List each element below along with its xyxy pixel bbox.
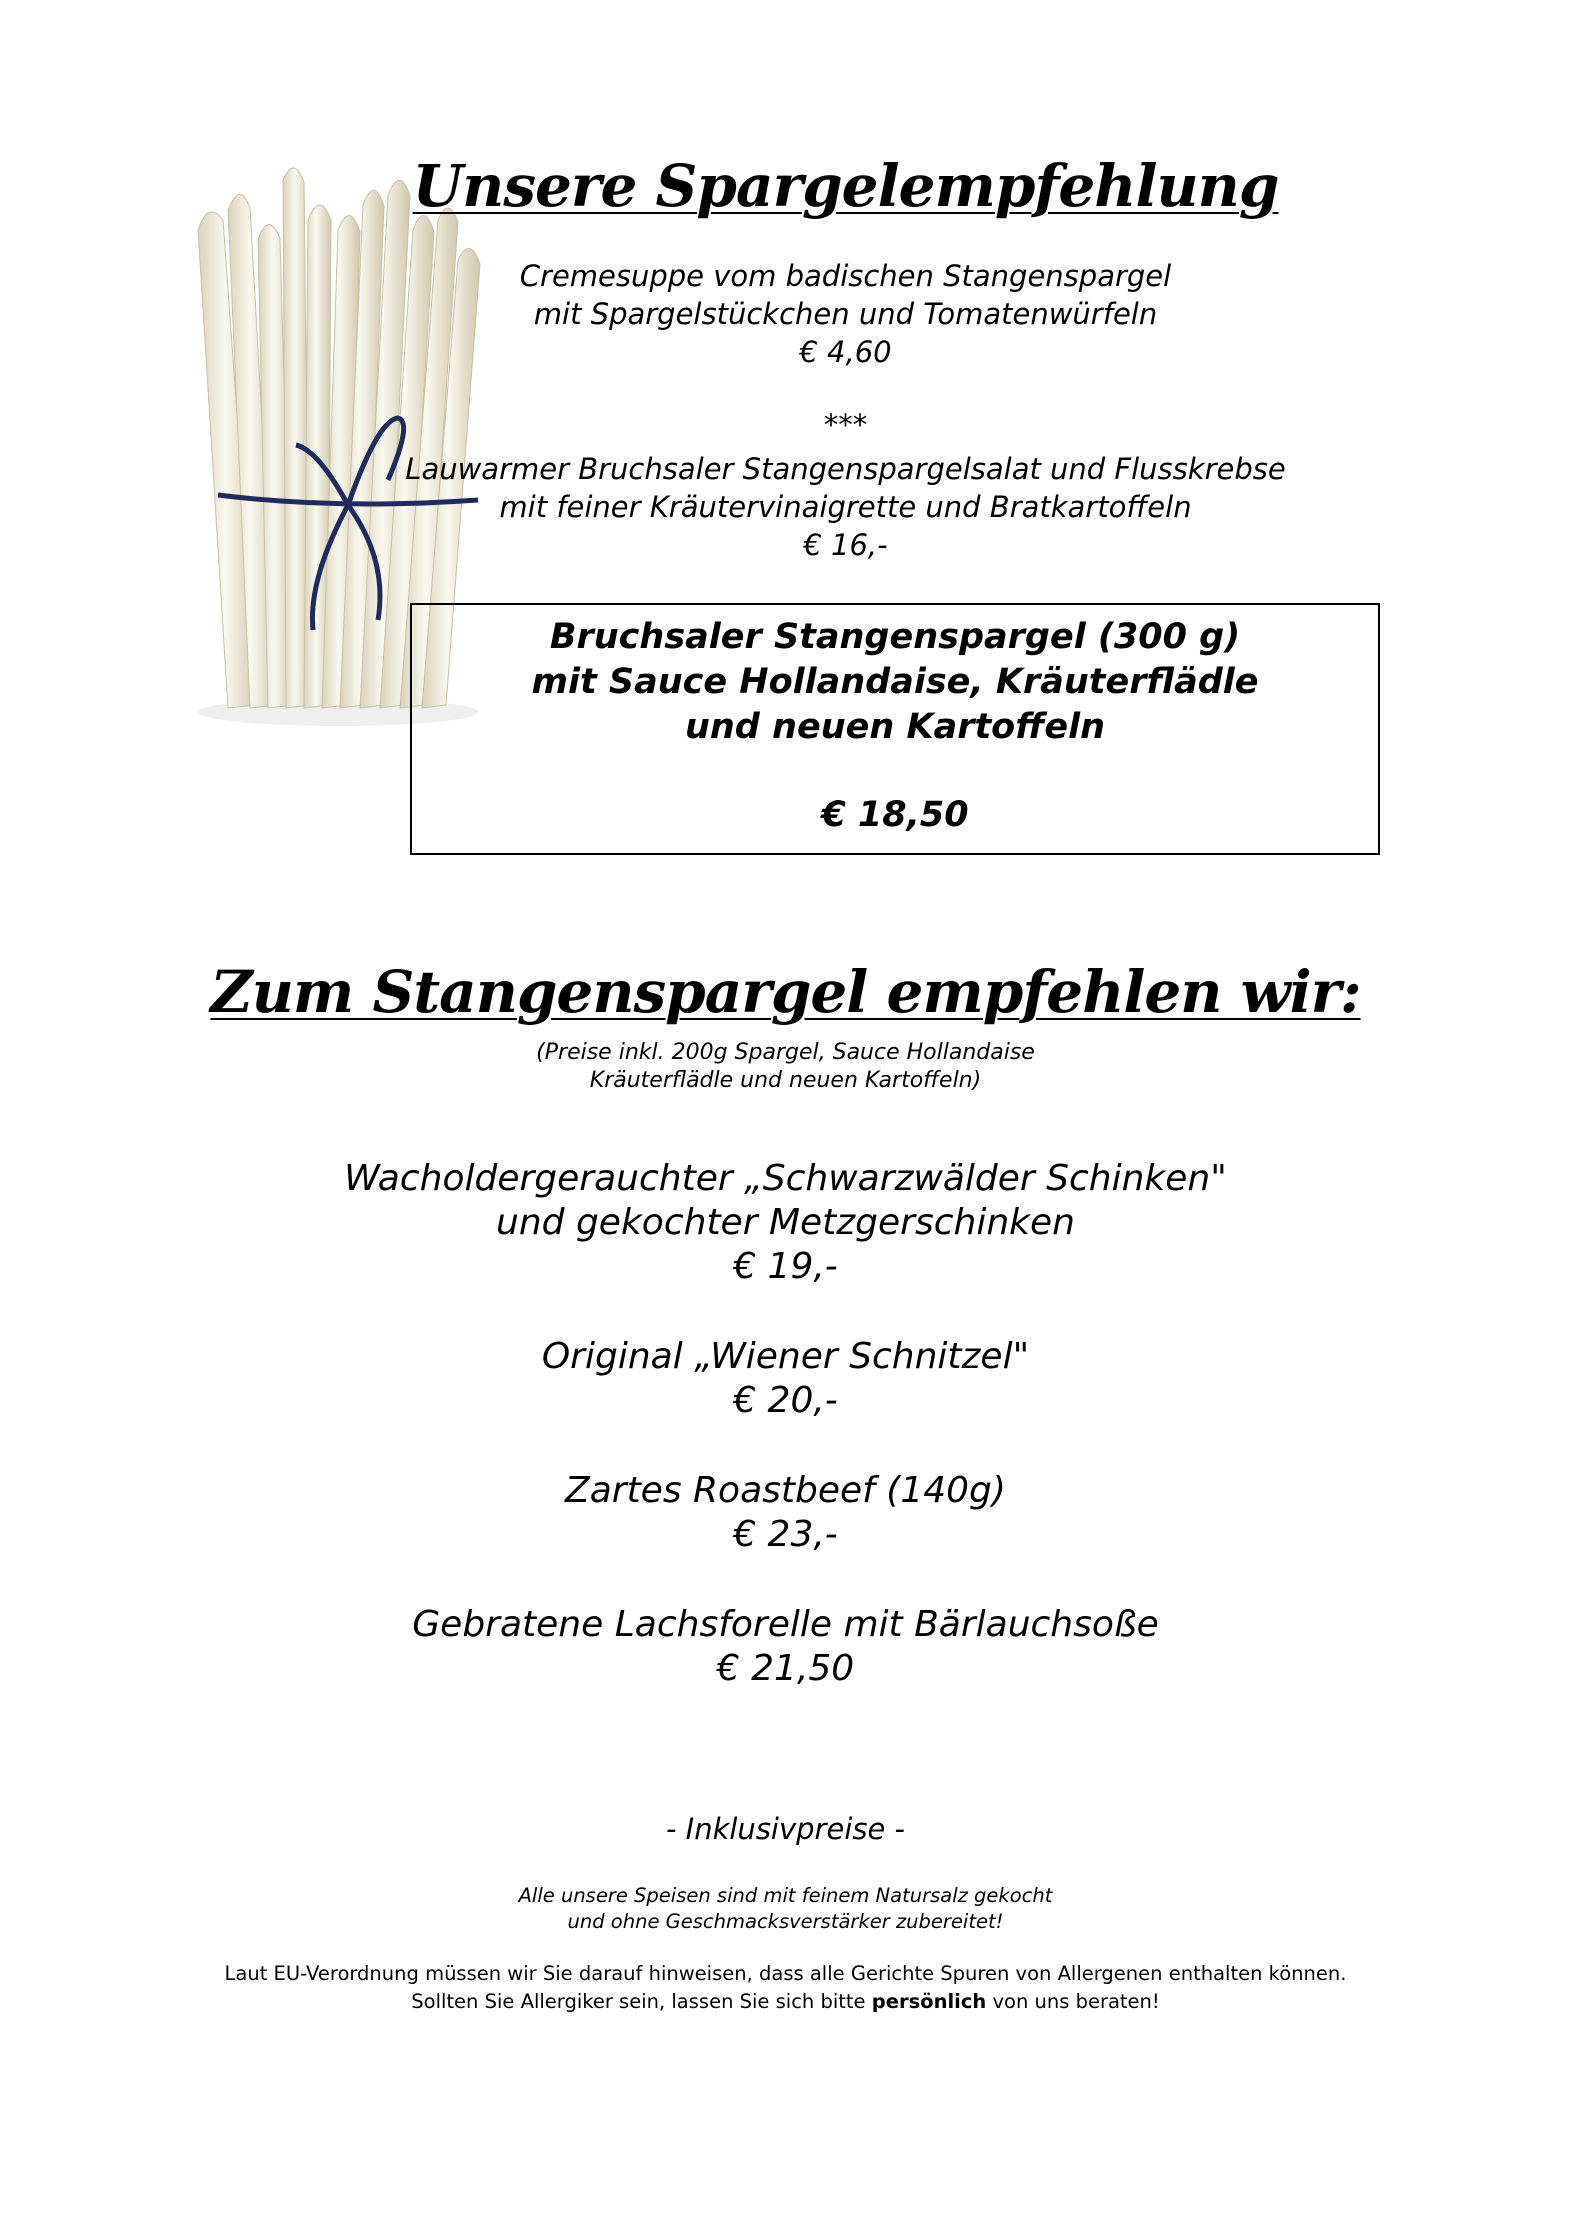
dish-1-line2: und gekochter Metzgerschinken	[496, 1202, 1075, 1243]
note-line1: (Preise inkl. 200g Spargel, Sauce Hollandaise	[536, 1040, 1035, 1065]
inclusive-prices: - Inklusivpreise -	[665, 1812, 906, 1846]
allergen-line1: Laut EU-Verordnung müssen wir Sie darauf hinweisen, dass alle Gerichte Spuren von Allergenen enthalten können.	[224, 1962, 1347, 1985]
dish-1-price: € 19,-	[733, 1246, 838, 1287]
highlight-price: € 18,50	[821, 795, 969, 835]
salad-line2: mit feiner Kräutervinaigrette und Bratkartoffeln	[499, 490, 1192, 524]
separator: ***	[823, 408, 868, 442]
dish-4-price: € 21,50	[716, 1648, 855, 1689]
dish-3-line1: Zartes Roastbeef (140g)	[565, 1470, 1006, 1511]
allergen-line2-after: von uns beraten!	[992, 1990, 1160, 2013]
dish-2-line1: Original „Wiener Schnitzel"	[541, 1336, 1030, 1377]
salad-price: € 16,-	[803, 528, 888, 562]
title-stangenspargel: Zum Stangenspargel empfehlen wir:	[210, 958, 1361, 1026]
highlight-line1: Bruchsaler Stangenspargel (300 g)	[549, 617, 1241, 657]
dish-4-line1: Gebratene Lachsforelle mit Bärlauchsoße	[412, 1604, 1159, 1645]
allergen-line2	[0, 1990, 1571, 2013]
dish-1-line1: Wacholdergerauchter „Schwarzwälder Schinken"	[344, 1158, 1227, 1199]
soup-line2: mit Spargelstückchen und Tomatenwürfeln	[533, 297, 1158, 331]
dish-2-price: € 20,-	[733, 1380, 838, 1421]
salt-note-line2: und ohne Geschmacksverstärker zubereitet!	[567, 1910, 1004, 1933]
soup-price: € 4,60	[799, 335, 892, 369]
salt-note-line1: Alle unsere Speisen sind mit feinem Natursalz gekocht	[518, 1884, 1053, 1907]
title-spargelempfehlung: Unsere Spargelempfehlung	[412, 152, 1279, 220]
highlight-line2: mit Sauce Hollandaise, Kräuterflädle	[531, 662, 1259, 702]
salad-line1: Lauwarmer Bruchsaler Stangenspargelsalat und Flusskrebse	[405, 452, 1286, 486]
note-line2: Kräuterflädle und neuen Kartoffeln)	[589, 1068, 982, 1093]
highlight-line3: und neuen Kartoffeln	[684, 707, 1106, 747]
dish-3-price: € 23,-	[733, 1514, 838, 1555]
allergen-line2-bold: persönlich	[871, 1990, 987, 2013]
allergen-line2-before: Sollten Sie Allergiker sein, lassen Sie sich bitte	[411, 1990, 866, 2013]
soup-line1: Cremesuppe vom badischen Stangenspargel	[519, 259, 1172, 293]
